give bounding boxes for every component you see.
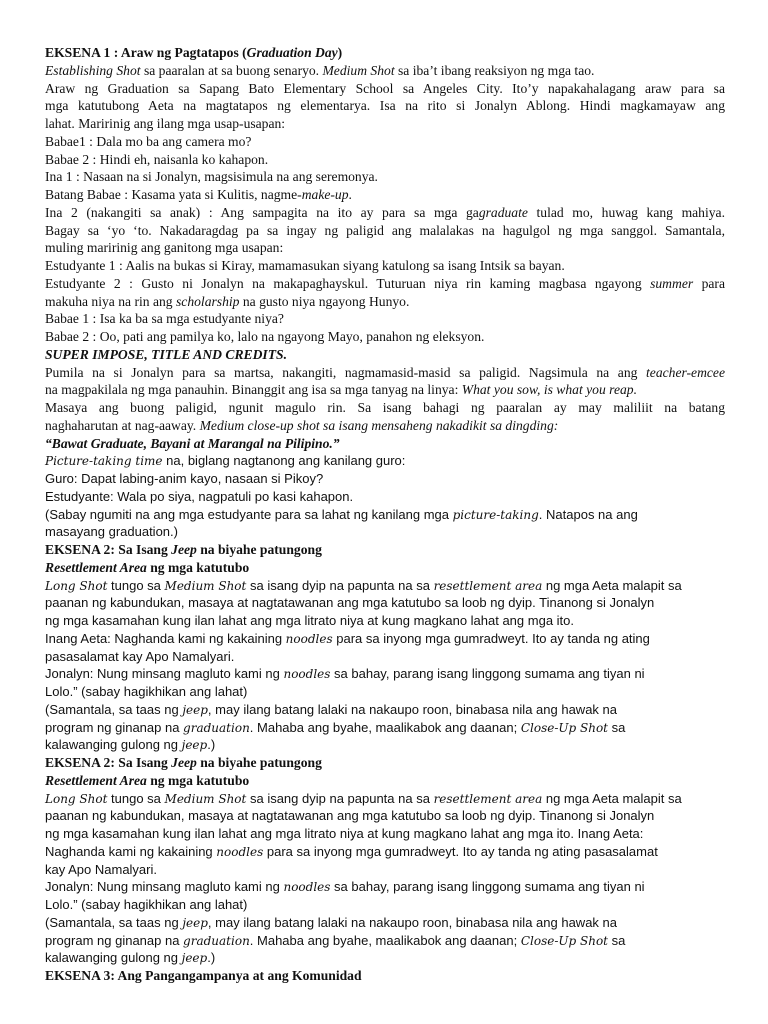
document-line xyxy=(45,594,725,612)
text-run: Long Shot xyxy=(45,578,108,593)
document-line xyxy=(45,364,725,382)
document-line xyxy=(45,399,725,417)
text-run: lahat. Maririnig ang ilang mga usap-usapan: xyxy=(45,116,286,131)
text-run: program ng ginanap na xyxy=(45,719,184,735)
text-run: jeep xyxy=(181,951,208,966)
text-run: Bagay sa ‘yo ‘to. Nakadaragdag pa sa ingay ng paligid ang malalakas na hagulgol ng mga sanggol. Samantala, xyxy=(45,222,725,238)
text-run: Ina 1 : Nasaan na si Jonalyn, magsisimula na ang seremonya. xyxy=(45,169,378,185)
document-line xyxy=(45,648,725,666)
text-run: Lolo.” (sabay hagikhikan ang lahat) xyxy=(45,684,248,699)
text-run: na, biglang nagtanong ang kanilang guro: xyxy=(162,453,406,469)
text-run: . Mahaba ang byahe, maalikabok ang daanan; xyxy=(249,932,521,948)
text-run: na biyahe patungong xyxy=(196,542,322,557)
text-run: para sa inyong mga gumradweyt. Ito ay tanda ng ating xyxy=(332,630,650,646)
text-run: para xyxy=(693,275,725,291)
document-line xyxy=(45,932,725,950)
text-run: na biyahe patungong xyxy=(196,755,322,770)
text-run: Picture-taking time xyxy=(45,454,163,469)
document-line xyxy=(45,559,725,577)
text-run: paanan ng kabundukan, masaya at nagtatawanan ang mga katutubo sa loob ng dyip. Tinanong si Jonalyn xyxy=(45,595,655,611)
text-run: Jonalyn: Nung minsang magluto kami ng xyxy=(45,879,284,895)
text-run: Batang Babae : Kasama yata si Kulitis, nagme- xyxy=(45,187,302,202)
document-line xyxy=(45,790,725,808)
document-line xyxy=(45,506,725,524)
text-run: EKSENA 2: Sa Isang xyxy=(45,542,172,557)
document-line xyxy=(45,523,725,541)
text-run: sa paaralan at sa buong senaryo. xyxy=(140,62,323,78)
text-run: masayang graduation.) xyxy=(45,524,178,540)
text-run: noodles xyxy=(216,844,264,859)
text-run: jeep xyxy=(182,915,208,930)
text-run: sa xyxy=(608,932,626,948)
text-run: Estudyante 2 : Gusto ni Jonalyn na makapaghayskul. Tuturuan niya rin kaming magbasa ngayong xyxy=(45,275,651,291)
text-run: graduation xyxy=(183,720,250,735)
text-run: Medium close-up shot sa isang mensaheng nakadikit sa dingding: xyxy=(199,417,559,433)
document-line xyxy=(45,115,725,133)
text-run: para sa inyong mga gumradweyt. Ito ay tanda ng ating pasasalamat xyxy=(263,843,658,859)
text-run: (Sabay ngumiti na ang mga estudyante para sa lahat ng kanilang mga xyxy=(45,506,453,522)
text-run: Medium Shot xyxy=(164,578,247,593)
document-line xyxy=(45,896,725,914)
text-run: Araw ng Graduation sa Sapang Bato Elementary School sa Angeles City. Ito’y napakahalagang araw para sa xyxy=(45,80,725,96)
text-run: picture-taking xyxy=(452,507,539,522)
text-run: tungo sa xyxy=(107,577,165,593)
text-run: .) xyxy=(207,737,216,753)
text-run: scholarship xyxy=(176,293,240,309)
text-run: Close-Up Shot xyxy=(520,933,609,948)
document-line xyxy=(45,346,725,364)
document-line xyxy=(45,683,725,701)
document-line xyxy=(45,381,725,399)
text-run: (Samantala, sa taas ng xyxy=(45,701,183,717)
text-run: sa xyxy=(608,719,626,735)
text-run: teacher-emcee xyxy=(646,364,725,380)
text-run: naghaharutan at nag-aaway. xyxy=(45,417,200,433)
text-run: Long Shot xyxy=(45,791,108,806)
text-run: jeep xyxy=(181,738,208,753)
text-run: ng mga kasamahan kung ilan lahat ang mga litrato niya at kung magkano lahat ang mga ito. xyxy=(45,613,575,628)
text-run: Babae 2 : Hindi eh, naisanla ko kahapon. xyxy=(45,151,269,167)
text-run: EKSENA 1 : Araw ng Pagtatapos ( xyxy=(45,45,247,60)
text-run: SUPER IMPOSE, TITLE AND CREDITS. xyxy=(45,346,287,362)
document-line xyxy=(45,257,725,275)
text-run: tungo sa xyxy=(107,790,165,806)
document-line xyxy=(45,736,725,754)
document-line xyxy=(45,452,725,470)
text-run: Ina 2 (nakangiti sa anak) : Ang sampagita na ito ay para sa mga ga xyxy=(45,204,479,220)
document-line xyxy=(45,878,725,896)
text-run: Masaya ang buong paligid, ngunit magulo rin. Sa isang bahagi ng paaralan ay may maliliit na batang xyxy=(45,400,725,415)
text-run: noodles xyxy=(285,631,333,646)
text-run: mga katutubong Aeta na magtatapos ng elementarya. Isa na rito si Jonalyn Ablong. Hindi magkamayaw ang xyxy=(45,98,725,114)
text-run: sa bahay, parang isang linggong sumama ang tiyan ni xyxy=(330,666,645,682)
text-run: sa isang dyip na papunta na sa xyxy=(246,790,434,806)
text-run: kalawanging gulong ng xyxy=(45,737,182,753)
text-run: Babae1 : Dala mo ba ang camera mo? xyxy=(45,133,252,149)
text-run: resettlement area xyxy=(433,578,543,593)
text-run: tulad mo, huwag kang mahiya. xyxy=(527,204,725,220)
text-run: make-up xyxy=(301,187,349,202)
document-line xyxy=(45,612,725,630)
text-run: graduate xyxy=(478,204,528,220)
text-run: sa isang dyip na papunta na sa xyxy=(246,577,434,593)
text-run: ) xyxy=(337,45,343,60)
document-line xyxy=(45,914,725,932)
text-run: Guro: Dapat labing-anim kayo, nasaan si Pikoy? xyxy=(45,471,324,486)
text-run: ng mga katutubo xyxy=(146,559,250,575)
text-run: Inang Aeta: Naghanda kami ng kakaining xyxy=(45,630,286,646)
document-line xyxy=(45,293,725,311)
text-run: EKSENA 3: Ang Pangangampanya at ang Komunidad xyxy=(45,968,362,983)
text-run: Jeep xyxy=(171,755,197,770)
document-line xyxy=(45,80,725,98)
text-run: What you sow, is what you reap. xyxy=(461,382,637,398)
text-run: (Samantala, sa taas ng xyxy=(45,914,183,930)
text-run: “Bawat Graduate, Bayani at Marangal na Pilipino.” xyxy=(45,435,340,451)
text-run: Medium Shot xyxy=(164,791,247,806)
document-line xyxy=(45,807,725,825)
document-line xyxy=(45,275,725,293)
text-run: EKSENA 2: Sa Isang xyxy=(45,755,172,770)
document-line xyxy=(45,949,725,967)
document-line xyxy=(45,861,725,879)
text-run: muling maririnig ang ganitong mga usapan: xyxy=(45,240,284,256)
text-run: Estudyante: Wala po siya, nagpatuli po kasi kahapon. xyxy=(45,488,354,504)
text-run: kay Apo Namalyari. xyxy=(45,861,157,877)
text-run: na gusto niya ngayong Hunyo. xyxy=(239,293,410,309)
document-line xyxy=(45,488,725,506)
text-run: Jeep xyxy=(171,542,197,557)
text-run: , may ilang batang lalaki na nakaupo roon, binabasa nila ang hawak na xyxy=(207,914,617,930)
text-run: jeep xyxy=(182,702,208,717)
document-line xyxy=(45,44,725,62)
text-run: Lolo.” (sabay hagikhikan ang lahat) xyxy=(45,897,248,912)
text-run: na magpakilala ng mga panauhin. Binanggit ang isa sa mga tanyag na linya: xyxy=(45,382,462,398)
document-line xyxy=(45,470,725,488)
document-line xyxy=(45,328,725,346)
text-run: ng mga Aeta malapit sa xyxy=(542,577,682,593)
text-run: summer xyxy=(650,275,694,291)
document-line xyxy=(45,665,725,683)
document-line xyxy=(45,772,725,790)
text-run: Resettlement Area xyxy=(45,772,147,788)
text-run: program ng ginanap na xyxy=(45,932,184,948)
text-run: Pumila na si Jonalyn para sa martsa, nakangiti, nagmamasid-masid sa paligid. Nagsimula na ang xyxy=(45,364,647,380)
text-run: Establishing Shot xyxy=(45,62,141,78)
document-line xyxy=(45,310,725,328)
document-line xyxy=(45,577,725,595)
text-run: noodles xyxy=(283,880,331,895)
text-run: . Mahaba ang byahe, maalikabok ang daanan; xyxy=(249,719,521,735)
text-run: Estudyante 1 : Aalis na bukas si Kiray, mamamasukan siyang katulong sa isang Intsik sa bayan. xyxy=(45,258,565,273)
text-run: Naghanda kami ng kakaining xyxy=(45,843,217,859)
text-run: makuha niya na rin ang xyxy=(45,293,176,309)
document-line xyxy=(45,435,725,453)
text-run: Close-Up Shot xyxy=(520,720,609,735)
text-run: Babae 1 : Isa ka ba sa mga estudyante niya? xyxy=(45,311,284,327)
document-line xyxy=(45,754,725,772)
document-line xyxy=(45,222,725,240)
text-run: sa bahay, parang isang linggong sumama ang tiyan ni xyxy=(330,879,645,895)
text-run: kalawanging gulong ng xyxy=(45,950,182,966)
document-line xyxy=(45,97,725,115)
document-line xyxy=(45,417,725,435)
text-run: Graduation Day xyxy=(246,45,338,60)
text-run: .) xyxy=(207,950,216,966)
document-line xyxy=(45,967,725,985)
text-run: graduation xyxy=(183,933,250,948)
text-run: Resettlement Area xyxy=(45,559,147,575)
document-line xyxy=(45,843,725,861)
document-line xyxy=(45,541,725,559)
text-run: paanan ng kabundukan, masaya at nagtatawanan ang mga katutubo sa loob ng dyip. Tinanong si Jonalyn xyxy=(45,808,655,824)
text-run: . Natapos na ang xyxy=(538,506,638,522)
document-line xyxy=(45,133,725,151)
document-line xyxy=(45,701,725,719)
text-run: ng mga katutubo xyxy=(146,772,250,788)
document-line xyxy=(45,719,725,737)
text-run: noodles xyxy=(283,667,331,682)
text-run: ng mga Aeta malapit sa xyxy=(542,790,682,806)
text-run: resettlement area xyxy=(433,791,543,806)
text-run: ng mga kasamahan kung ilan lahat ang mga litrato niya at kung magkano lahat ang mga ito. Inang Aeta: xyxy=(45,826,644,841)
document-line xyxy=(45,630,725,648)
text-run: pasasalamat kay Apo Namalyari. xyxy=(45,648,235,664)
text-run: . xyxy=(348,187,352,202)
document-line xyxy=(45,239,725,257)
text-run: Medium Shot xyxy=(322,62,395,78)
text-run: Babae 2 : Oo, pati ang pamilya ko, lalo na ngayong Mayo, panahon ng eleksyon. xyxy=(45,329,485,344)
document-line xyxy=(45,151,725,169)
document-line xyxy=(45,168,725,186)
text-run: Jonalyn: Nung minsang magluto kami ng xyxy=(45,666,284,682)
document-line xyxy=(45,204,725,222)
document-line xyxy=(45,62,725,80)
document-line xyxy=(45,186,725,204)
text-run: , may ilang batang lalaki na nakaupo roon, binabasa nila ang hawak na xyxy=(207,701,617,717)
document-line xyxy=(45,825,725,843)
text-run: sa iba’t ibang reaksiyon ng mga tao. xyxy=(394,62,595,78)
